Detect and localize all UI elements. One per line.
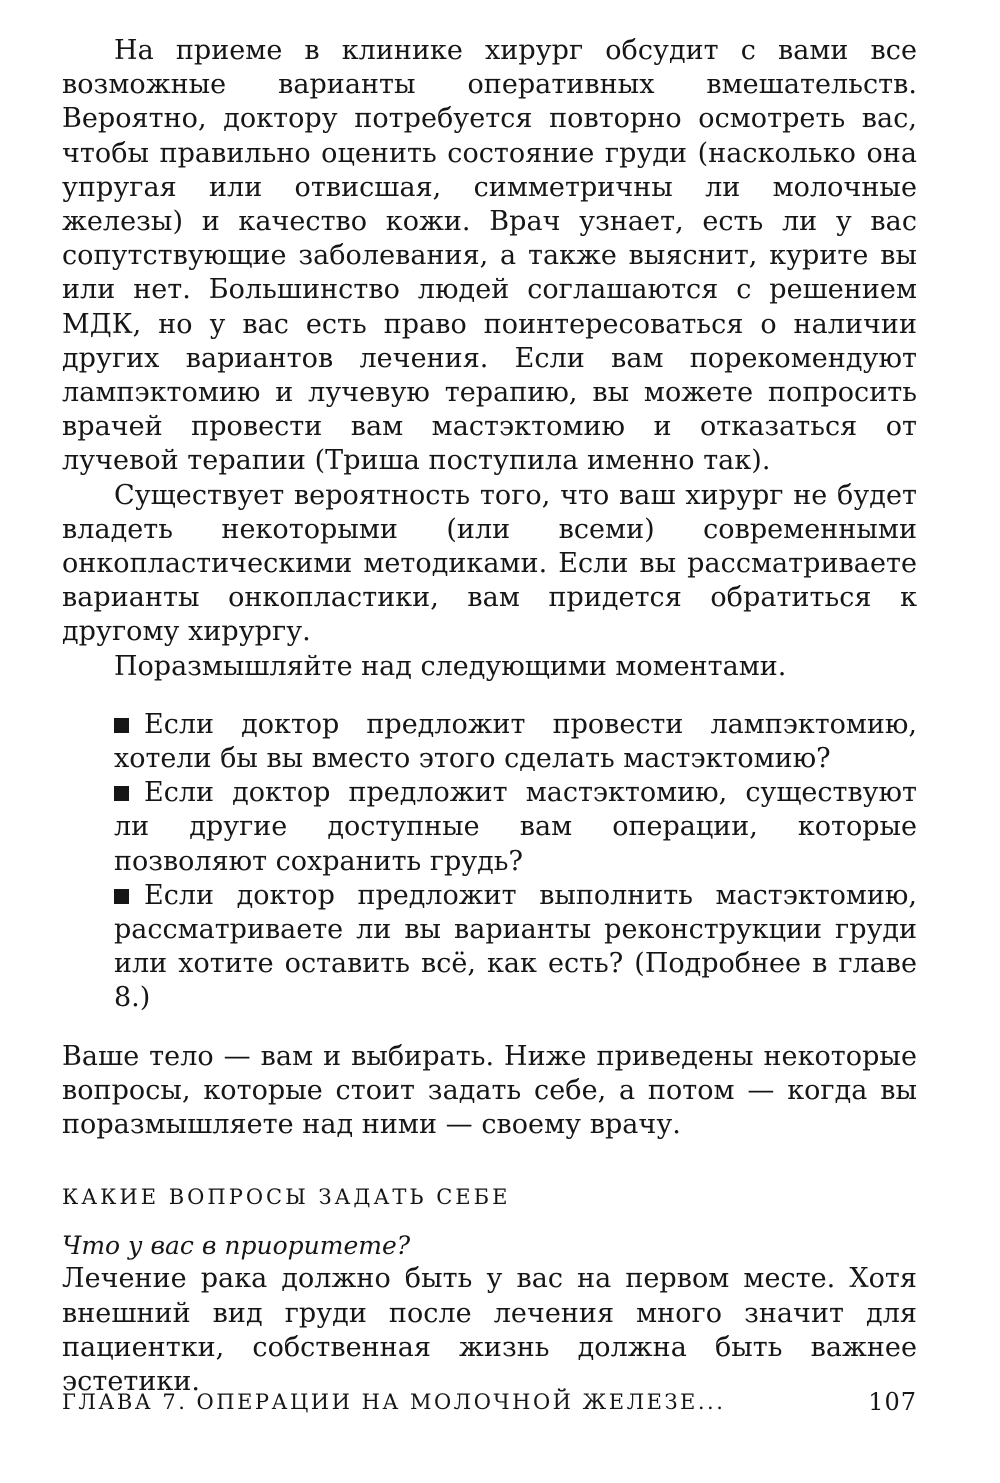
list-item	[114, 879, 917, 1016]
considerations-list	[62, 708, 917, 1016]
section-heading: КАКИЕ ВОПРОСЫ ЗАДАТЬ СЕБЕ	[62, 1185, 511, 1210]
subsection-title: Что у вас в приоритете?	[62, 1231, 411, 1261]
running-head: ГЛАВА 7. ОПЕРАЦИИ НА МОЛОЧНОЙ ЖЕЛЕЗЕ...	[62, 1390, 726, 1414]
list-item	[114, 776, 917, 879]
paragraph-surgeon-consultation: На приеме в клинике хирург обсудит с вами все возможные варианты оперативных вмешательств. Вероятно, доктору потребуется повторно осмотреть вас, чтобы правильно оценить состояние груди (насколько она упругая или отвисшая, симметричны ли молочные железы) и качество кожи. Врач узнает, есть ли у вас сопутствующие заболевания, а также выяснит, курите вы или нет. Большинство людей соглашаются с решением МДК, но у вас есть право поинтересоваться о наличии других вариантов лечения. Если вам порекомендуют лампэктомию и лучевую терапию, вы можете попросить врачей провести вам мастэктомию и отказаться от лучевой терапии (Триша поступила именно так).	[62, 35, 917, 477]
paragraph-oncoplastic-methods: Существует вероятность того, что ваш хирург не будет владеть некоторыми (или всеми) современными онкопластическими методиками. Если вы рассматриваете варианты онкопластики, вам придется обратиться к другому хирургу.	[62, 479, 917, 648]
list-item-text: Если доктор предложит провести лампэктомию, хотели бы вы вместо этого сделать мастэктомию?	[114, 708, 917, 775]
square-bullet-icon	[114, 718, 129, 733]
spacer	[62, 1016, 917, 1040]
list-intro: Поразмышляйте над следующими моментами.	[114, 650, 787, 682]
list-item-text: Если доктор предложит мастэктомию, существуют ли другие доступные вам операции, которые позволяют сохранить грудь?	[114, 777, 917, 877]
square-bullet-icon	[114, 786, 129, 801]
subsection-text: Лечение рака должно быть у вас на первом месте. Хотя внешний вид груди после лечения много значит для пациентки, собственная жизнь должна быть важнее эстетики.	[62, 1263, 917, 1397]
page-footer	[62, 1387, 917, 1419]
list-item	[114, 708, 917, 776]
book-page	[62, 34, 917, 1399]
paragraph-your-body: Ваше тело — вам и выбирать. Ниже приведены некоторые вопросы, которые стоит задать себе, а потом — когда вы поразмышляете над ними — своему врачу.	[62, 1040, 917, 1141]
page-number: 107	[868, 1388, 917, 1416]
square-bullet-icon	[114, 889, 129, 904]
list-item-text: Если доктор предложит выполнить мастэктомию, рассматриваете ли вы варианты реконструкции груди или хотите оставить всё, как есть? (Подробнее в главе 8.)	[114, 879, 917, 1014]
